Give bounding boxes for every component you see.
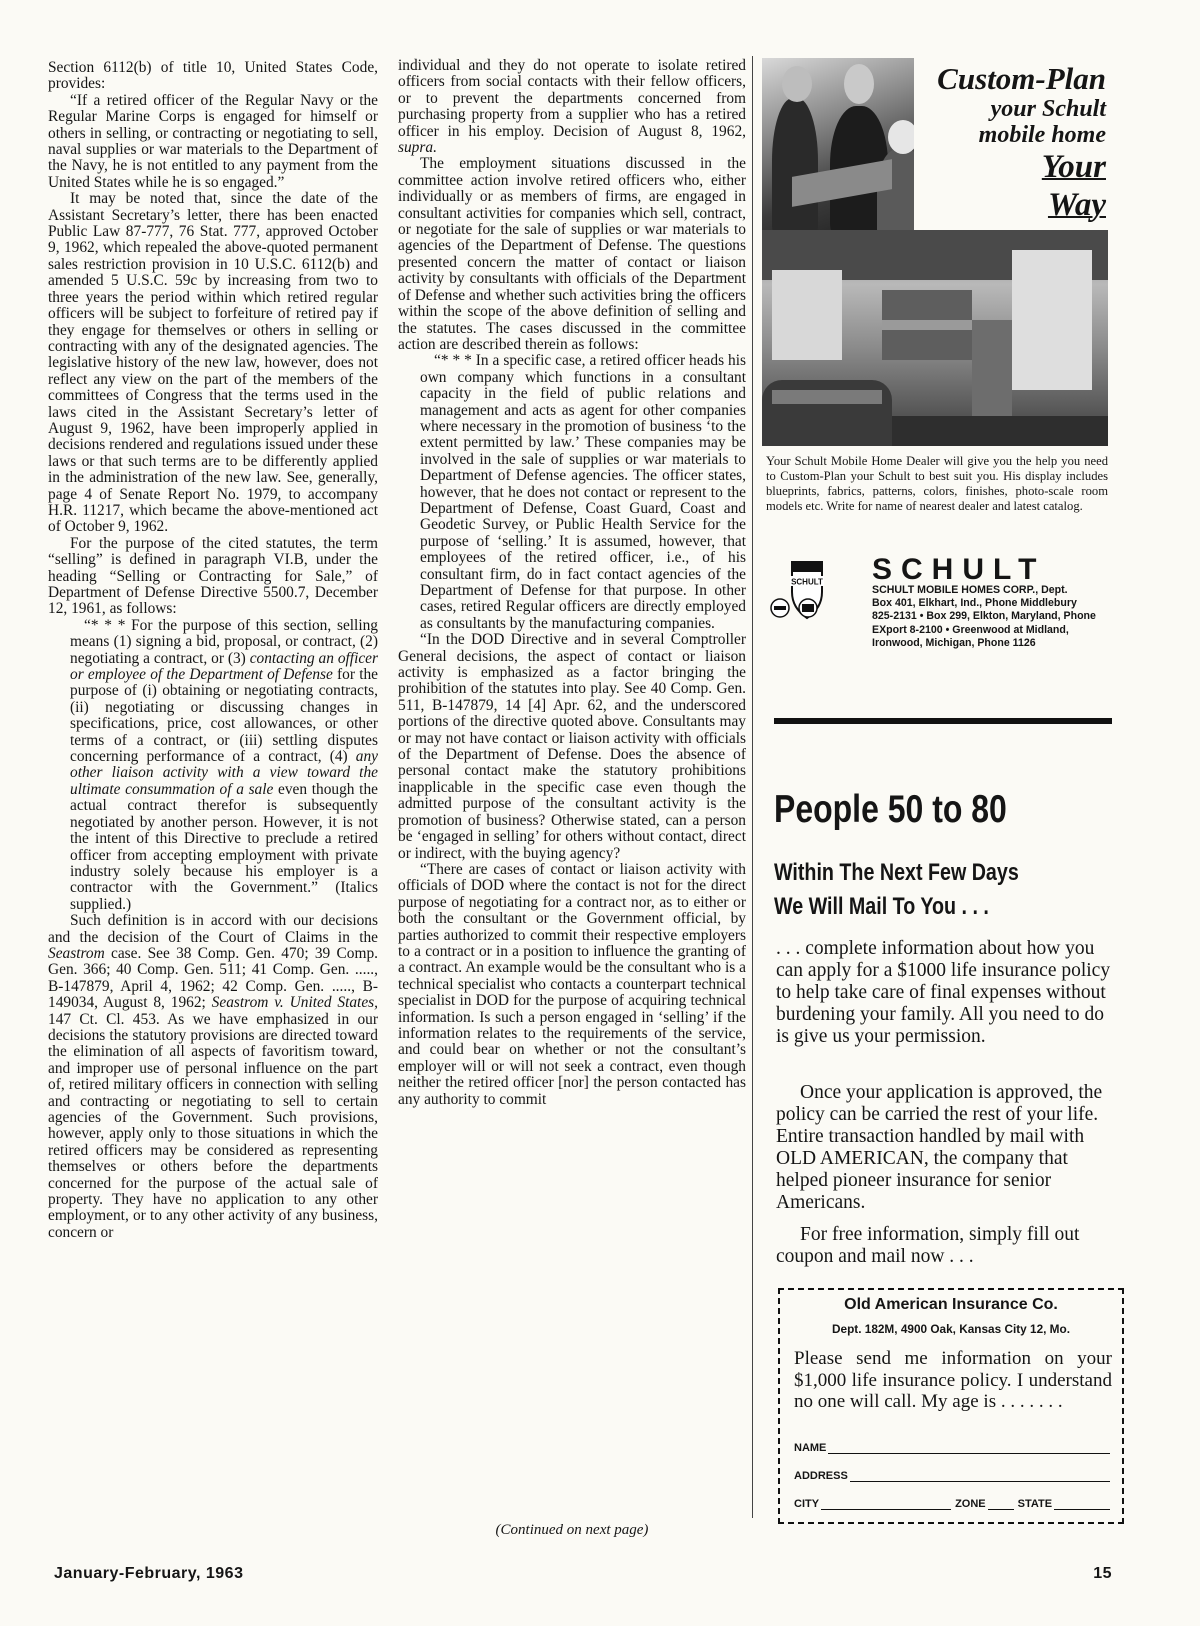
schult-address: SCHULT MOBILE HOMES CORP., Dept. Box 401, Elkhart, Ind., Phone Middlebury 825-2131 • Box 299, Elkton, Maryland, Phone EXport 8-2100 • Greenwood at Midland, Ironwood, Michigan, Phone 1126: [872, 584, 1096, 649]
old-american-copy-1: . . . complete information about how you can apply for a $1000 life insurance policy to help take care of final expenses without burdening your family. All you need to do is give us your permission.: [776, 938, 1111, 1047]
committee-quote: “* * * In a specific case, a retired officer heads his own company which functions in a consultant capacity in the field of public relations and management and acts as agent for other companies where necessary in the promotion of business ‘to the extent permitted by law.’ These companies may be involved in the sale of supplies or war materials to Department of Defense agencies. The officer states, however, that he does not contact or represent to the Department of Defense, Coast Guard, Coast and Geodetic Survey, or Public Health Service for the purpose of ‘selling.’ It is assumed, however, that employees of the retired officer, i.e., of his consultant firm, do in fact contact agencies of the Department of Defense for that purpose. In other cases, retired Regular officers are directly employed as consultants by the manufacturing companies.: [420, 352, 746, 632]
schult-wordmark: SCHULT: [872, 553, 1046, 586]
mobile-home-interior-photo: [762, 230, 1108, 446]
paragraph: Section 6112(b) of title 10, United States Code, provides:: [48, 59, 378, 93]
coupon-request-text: Please send me information on your $1,000 life insurance policy. I understand no one will call. My age is . . . . . . .: [794, 1348, 1112, 1412]
issue-date: January-February, 1963: [54, 1565, 244, 1582]
coupon-company: Old American Insurance Co.: [844, 1296, 1058, 1313]
name-field[interactable]: NAME: [794, 1442, 1110, 1454]
paragraph: For the purpose of the cited statutes, the term “selling” is defined in paragraph VI.B, under the heading “Selling or Contracting for Sale,” of Department of Defense Directive 5500.7, December 12, 1961, as follows:: [48, 534, 378, 618]
paragraph: “In the DOD Directive and in several Comptroller General decisions, the aspect of contact or liaison activity is emphasized as a factor bringing the prohibition of the statutes into play. See 40 Comp. Gen. 511, B-147879, 14 [4] Apr. 62, and the underscored portions of the directive quoted above. Consultants may or may not have contact or liaison activity with officials of the Department of Defense. Does the absence of personal contact make the statutory prohibitions inapplicable in the specific case even though the admitted purpose of the consultant activity is the promotion of business? Otherwise stated, can a person be ‘engaged in selling’ for others without contact, direct or indirect, with the buying agency?: [398, 631, 746, 862]
old-american-headline: People 50 to 80: [774, 788, 1007, 831]
paragraph: Such definition is in accord with our decisions and the decision of the Court of Claims in the Seastrom case. See 38 Comp. Gen. 470; 39 Comp. Gen. 366; 40 Comp. Gen. 511; 41 Comp. Gen. ....., B-147879, April 4, 1962; 42 Comp. Gen. ....., B-149034, August 8, 1962; Seastrom v. United States, 147 Ct. Cl. 453. As we have emphasized in our decisions the statutory provisions are directed toward the elimination of all aspects of favoritism toward, and improper use of personal influence on the part of, retired military officers in connection with selling and contracting or negotiating to sell to certain agencies of the Government. Such provisions, however, apply only to those situations in which the retired officers may be considered as representing themselves or others before the departments concerned for the purpose of the actual sale of property. They have no application to any other employment, or to any other activity of any business, concern or: [48, 912, 378, 1241]
paragraph: “There are cases of contact or liaison activity with officials of DOD where the contact is not for the direct purpose of negotiating for a contract nor, as to either or both the consultant or the Government official, by parties authorized to commit their respective employers to a contract or in a position to influence the granting of a contract. An example would be the consultant who is a technical specialist who contacts a counterpart technical specialist in DOD for the purpose of acquiring technical information. Is such a person engaged in ‘selling’ if the information relates to the requirements of the service, and could bear on whether or not the consultant’s employer will or will not seek a contract, even though neither the retired officer [nor] the person contacted has any authority to commit: [398, 860, 746, 1108]
quoted-statute: “If a retired officer of the Regular Navy or the Regular Marine Corps is engaged for himself or others in selling, or contracting or negotiating to sell, naval supplies or war materials to the Department of the Navy, he is not entitled to any payment from the United States while he is so engaged.”: [48, 91, 378, 191]
salesman-photo: [762, 58, 914, 230]
old-american-copy-2: Once your application is approved, the policy can be carried the rest of your life. Entire transaction handled by mail with OLD AMERICAN, the company that helped pioneer insurance for senior Americans.: [776, 1082, 1103, 1213]
article-column-2: [398, 58, 746, 1108]
old-american-copy-3: For free information, simply fill out coupon and mail now . . .: [776, 1224, 1080, 1267]
shield-text: SCHULT: [791, 577, 823, 587]
column-divider: [752, 56, 753, 1518]
mail-coupon[interactable]: [778, 1288, 1124, 1524]
article-column-1: [48, 60, 378, 1241]
city-zone-state-field[interactable]: CITY ZONE STATE: [794, 1498, 1110, 1510]
coupon-address: Dept. 182M, 4900 Oak, Kansas City 12, Mo.: [831, 1322, 1070, 1336]
paragraph: It may be noted that, since the date of the Assistant Secretary’s letter, there has been enacted Public Law 87-777, 76 Stat. 777, approved October 9, 1962, which repealed the above-quoted permanent sales restriction provision in 10 U.S.C. 6112(b) and amended 5 U.S.C. 59c by increasing from two to three years the period within which retired regular officers will be subject to forfeiture of retired pay if they engage for themselves or others in selling or contracting with any of the designated agencies. The legislative history of the new law, however, does not reflect any view on the part of the members of the committees of Congress that the terms used in the laws cited in the Assistant Secretary’s letter of August 9, 1962, have been improperly applied in decisions rendered and regulations issued under these laws or that such terms are to be differently applied in the administration of the new law. See, generally, page 4 of Senate Report No. 1979, to accompany H.R. 11217, which became the above-mentioned act of October 9, 1962.: [48, 190, 378, 536]
address-field[interactable]: ADDRESS: [794, 1470, 1110, 1482]
continued-note: (Continued on next page): [495, 1522, 649, 1538]
ad-separator-rule: [774, 718, 1112, 724]
schult-headline: Custom-Plan your Schult mobile home Your Way: [937, 61, 1106, 223]
directive-quote: “* * * For the purpose of this section, selling means (1) signing a bid, proposal, or contract, (2) negotiating a contract, or (3) contacting an officer or employee of the Department of Defense for the purpose of (i) obtaining or negotiating contracts, (ii) negotiating or discussing changes in specifications, price, cost allowances, or other terms of a contract, or (iii) settling disputes concerning performance of a contract, (4) any other liaison activity with a view toward the ultimate consummation of a sale even though the actual contract therefor is subsequently negotiated by another person. However, it is not the intent of this Directive to preclude a retired officer from accepting employment with private industry solely because his employer is a contractor with the Government.” (Italics supplied.): [70, 616, 378, 913]
schult-ad-copy: Your Schult Mobile Home Dealer will give you the help you need to Custom-Plan your Schult to best suit you. His display includes blueprints, fabrics, patterns, colors, finishes, photo-scale room models etc. Write for name of nearest dealer and latest catalog.: [766, 454, 1108, 513]
paragraph: The employment situations discussed in the committee action involve retired officers who, either individually or as members of firms, are engaged in consultant activities for companies which sell, contract, or negotiate for the sale of supplies or war materials to agencies of the Department of Defense. The questions presented concern the matter of contact or liaison activity by consultants with officials of the Department of Defense and whether such activities bring the officers within the scope of the above definition of selling and the statutes. The cases discussed in the committee action are described therein as follows:: [398, 155, 746, 353]
paragraph: individual and they do not operate to isolate retired officers from social contacts with their fellow officers, or to prevent the departments concerned from purchasing property from a supplier who has a retired officer in his employ. Decision of August 8, 1962, supra.: [398, 57, 746, 157]
old-american-subhead: Within The Next Few Days We Will Mail To You . . .: [774, 859, 1019, 920]
schult-shield-logo: [768, 560, 834, 620]
page-number: 15: [1093, 1565, 1112, 1582]
